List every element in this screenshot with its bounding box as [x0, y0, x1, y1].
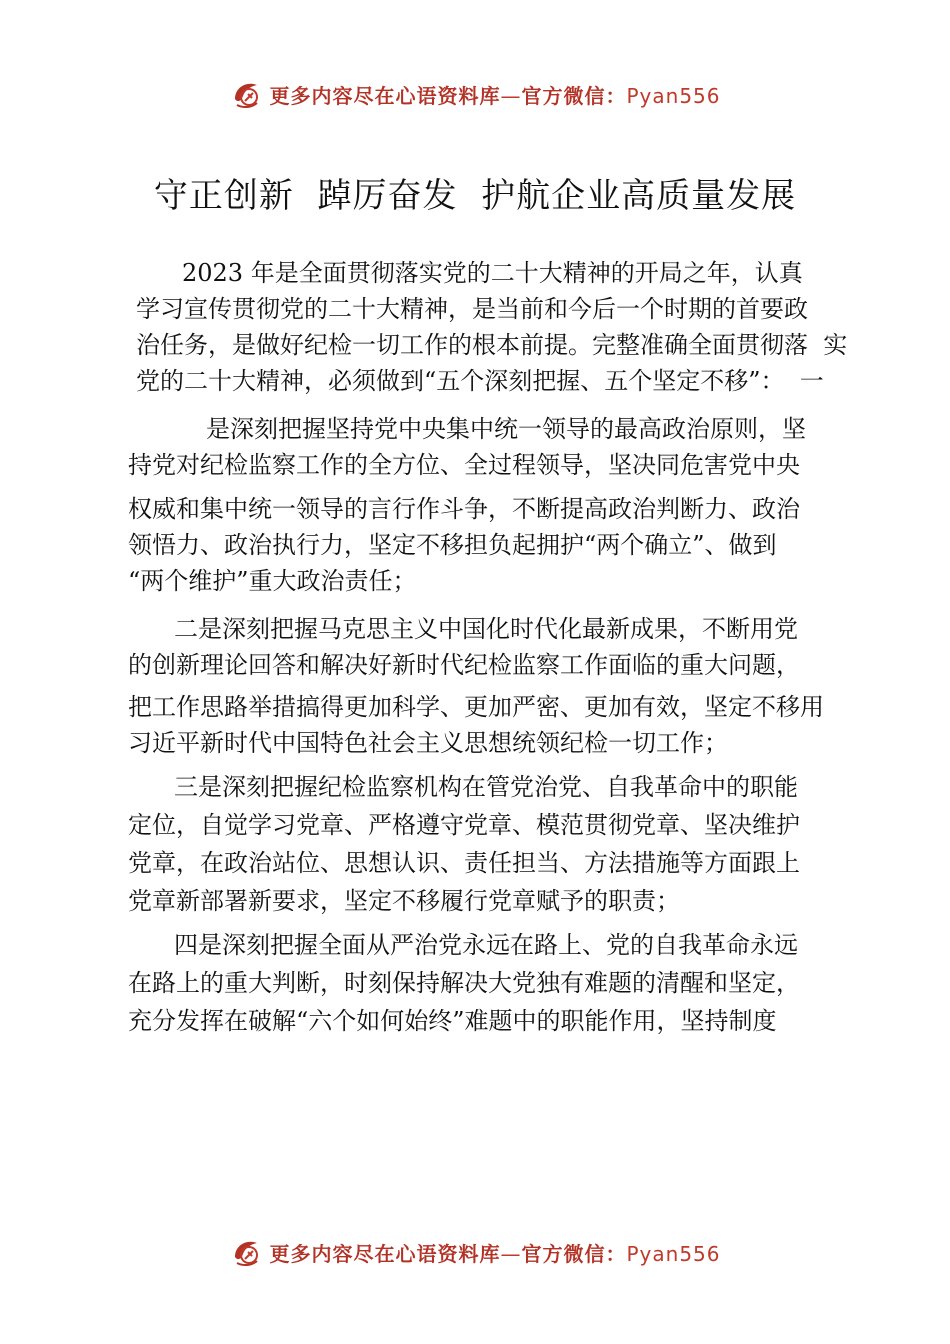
- banner-brand: 更多内容尽在心语资料库: [269, 1241, 501, 1266]
- body-line: 治任务，是做好纪检一切工作的根本前提。完整准确全面贯彻落 实: [136, 331, 848, 359]
- banner-wechat-id: Pyan556: [626, 83, 721, 108]
- body-line: 的创新理论回答和解决好新时代纪检监察工作面临的重大问题，: [128, 651, 800, 679]
- body-line: 在路上的重大判断，时刻保持解决大党独有难题的清醒和坚定，: [128, 969, 800, 997]
- header-banner-text: [269, 80, 720, 109]
- body-line: 习近平新时代中国特色社会主义思想统领纪检一切工作；: [128, 729, 728, 757]
- banner-wechat-id: Pyan556: [626, 1241, 721, 1266]
- body-line: 党章，在政治站位、思想认识、责任担当、方法措施等方面跟上: [128, 849, 800, 877]
- banner-dash: —: [500, 83, 522, 108]
- body-line: 权威和集中统一领导的言行作斗争，不断提高政治判断力、政治: [128, 495, 800, 523]
- body-line: 学习宣传贯彻党的二十大精神，是当前和今后一个时期的首要政: [136, 295, 808, 323]
- body-line: “两个维护”重大政治责任；: [128, 567, 417, 595]
- footer-banner: [0, 1232, 950, 1272]
- body-line: 2023 年是全面贯彻落实党的二十大精神的开局之年，认真: [182, 259, 803, 287]
- document-title: 守正创新 踔厉奋发 护航企业高质量发展: [153, 176, 797, 216]
- body-line: 充分发挥在破解“六个如何始终”难题中的职能作用，坚持制度: [128, 1007, 777, 1035]
- banner-brand: 更多内容尽在心语资料库: [269, 83, 501, 108]
- footer-banner-text: [269, 1238, 720, 1267]
- body-line: 持党对纪检监察工作的全方位、全过程领导，坚决同危害党中央: [128, 451, 800, 479]
- banner-dash: —: [500, 1241, 522, 1266]
- body-line: 领悟力、政治执行力，坚定不移担负起拥护“两个确立”、做到: [128, 531, 777, 559]
- banner-label: 官方微信：: [521, 83, 627, 108]
- body-line: 把工作思路举措搞得更加科学、更加严密、更加有效，坚定不移用: [128, 693, 824, 721]
- body-line: 党章新部署新要求，坚定不移履行党章赋予的职责；: [128, 887, 680, 915]
- body-line: 二是深刻把握马克思主义中国化时代化最新成果，不断用党: [174, 615, 798, 643]
- body-line: 定位，自觉学习党章、严格遵守党章、模范贯彻党章、坚决维护: [128, 811, 800, 839]
- banner-label: 官方微信：: [521, 1241, 627, 1266]
- body-line: 四是深刻把握全面从严治党永远在路上、党的自我革命永远: [174, 931, 798, 959]
- body-line: 是深刻把握坚持党中央集中统一领导的最高政治原则，坚: [206, 415, 806, 443]
- body-line: 三是深刻把握纪检监察机构在管党治党、自我革命中的职能: [174, 773, 798, 801]
- header-banner: [0, 74, 950, 114]
- brand-logo-icon: [229, 77, 263, 111]
- body-line: 党的二十大精神，必须做到“五个深刻把握、五个坚定不移”： 一: [136, 367, 824, 395]
- brand-logo-icon: [229, 1235, 263, 1269]
